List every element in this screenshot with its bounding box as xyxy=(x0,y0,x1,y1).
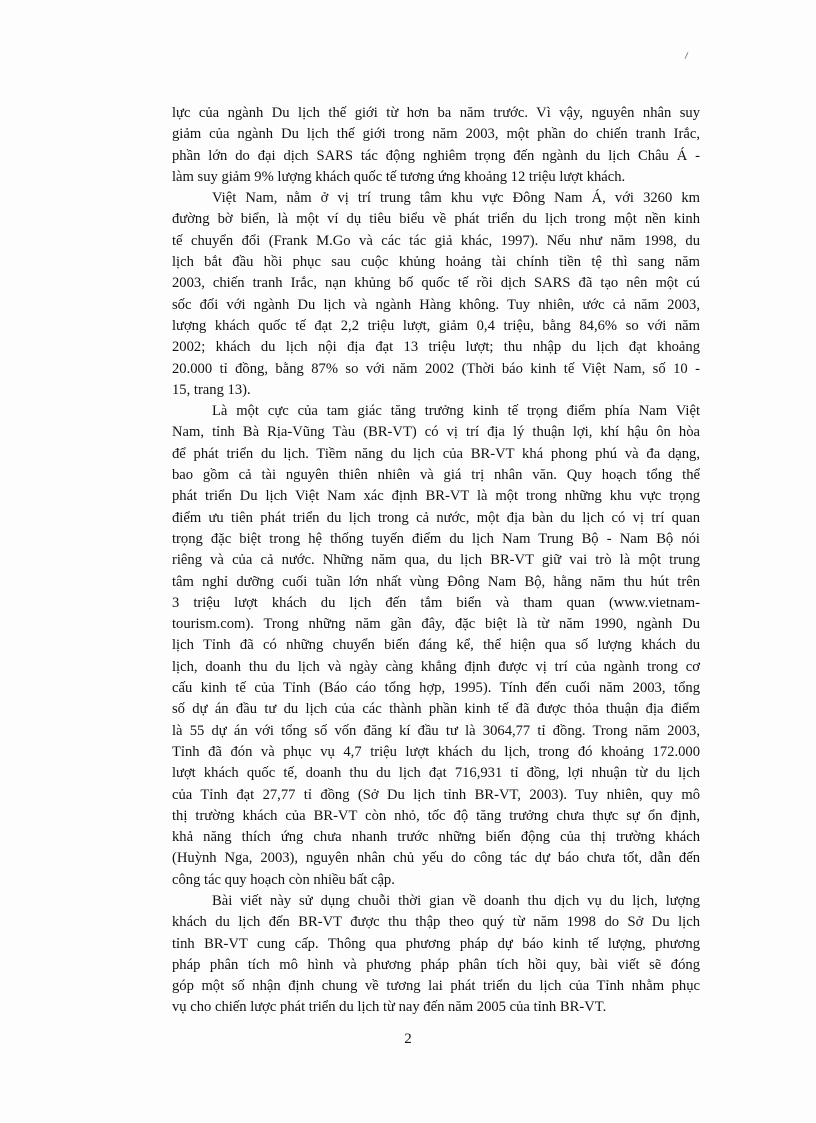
text-line: 2002; khách du lịch nội địa đạt 13 triệu lượt; thu nhập du lịch đạt khoảng xyxy=(172,339,700,356)
text-line: sốc đối với ngành Du lịch và ngành Hàng không. Tuy nhiên, ước cả năm 2003, xyxy=(172,296,700,313)
text-line: (Huỳnh Nga, 2003), nguyên nhân chủ yếu do công tác dự báo chưa tốt, dẫn đến xyxy=(172,850,700,867)
text-line: tỉnh BR-VT cung cấp. Thông qua phương pháp dự báo kinh tế lượng, phương xyxy=(172,935,700,952)
text-line: phát triển Du lịch Việt Nam xác định BR-VT là một trong những khu vực trọng xyxy=(172,488,700,505)
text-line: lượt khách quốc tế, doanh thu du lịch đạt 716,931 tỉ đồng, lợi nhuận từ du lịch xyxy=(172,765,700,782)
text-line: đường bờ biển, là một ví dụ tiêu biểu về phát triển du lịch trong một nền kinh xyxy=(172,211,700,228)
text-line: thị trường khách của BR-VT còn nhỏ, tốc độ tăng trưởng chưa thực sự ổn định, xyxy=(172,807,700,824)
text-line: điểm ưu tiên phát triển du lịch trong cả nước, một địa bàn du lịch có vị trí quan xyxy=(172,509,700,526)
text-line: lượng khách quốc tế đạt 2,2 triệu lượt, giảm 0,4 triệu, bằng 84,6% so với năm xyxy=(172,317,700,334)
paragraph xyxy=(172,401,700,891)
text-line: Việt Nam, nằm ở vị trí trung tâm khu vực Đông Nam Á, với 3260 km xyxy=(212,190,700,207)
body-text xyxy=(172,103,700,1019)
text-line: để phát triển du lịch. Tiềm năng du lịch của BR-VT khá phong phú và đa dạng, xyxy=(172,445,700,462)
text-line: công tác quy hoạch còn nhiều bất cập. xyxy=(172,871,395,888)
text-line: Nam, tỉnh Bà Rịa-Vũng Tàu (BR-VT) có vị trí địa lý thuận lợi, khí hậu ôn hòa xyxy=(172,424,700,441)
text-line: bao gồm cả tài nguyên thiên nhiên và giá trị nhân văn. Quy hoạch tổng thể xyxy=(172,467,700,484)
text-line: số dự án đầu tư du lịch của các thành phần kinh tế đã được thỏa thuận địa điểm xyxy=(172,701,700,718)
text-line: khả năng thích ứng chưa nhanh trước những biến động của thị trường khách xyxy=(172,829,700,846)
paragraph xyxy=(172,103,700,188)
text-line: trọng đặc biệt trong hệ thống tuyến điểm du lịch Nam Trung Bộ - Nam Bộ nói xyxy=(172,530,700,547)
text-line: Bài viết này sử dụng chuỗi thời gian về doanh thu dịch vụ du lịch, lượng xyxy=(212,892,700,909)
text-line: tourism.com). Trong những năm gần đây, đặc biệt là từ năm 1990, ngành Du xyxy=(172,616,700,633)
paragraph xyxy=(172,891,700,1019)
text-line: của Tỉnh đạt 27,77 tỉ đồng (Sở Du lịch tỉnh BR-VT, 2003). Tuy nhiên, quy mô xyxy=(172,786,700,803)
text-line: 2003, chiến tranh Irắc, nạn khủng bố quốc tế rồi dịch SARS đã tạo nên một cú xyxy=(172,275,700,292)
text-line: lịch Tỉnh đã có những chuyển biến đáng kể, thể hiện qua số lượng khách du xyxy=(172,637,700,654)
text-line: góp một số nhận định chung về tương lai phát triển du lịch của Tỉnh nhằm phục xyxy=(172,978,700,995)
text-line: khách du lịch đến BR-VT được thu thập theo quý từ năm 1998 do Sở Du lịch xyxy=(172,914,700,931)
text-line: làm suy giảm 9% lượng khách quốc tế tương ứng khoảng 12 triệu lượt khách. xyxy=(172,168,626,185)
scan-artifact-mark xyxy=(685,52,689,59)
text-line: 20.000 tỉ đồng, bằng 87% so với năm 2002 (Thời báo kinh tế Việt Nam, số 10 - xyxy=(172,360,700,377)
text-line: cấu kinh tế của Tỉnh (Báo cáo tổng hợp, 1995). Tính đến cuối năm 2003, tổng xyxy=(172,680,700,697)
text-line: 3 triệu lượt khách du lịch đến tắm biển và tham quan (www.vietnam- xyxy=(172,594,700,611)
text-line: vụ cho chiến lược phát triển du lịch từ nay đến năm 2005 của tỉnh BR-VT. xyxy=(172,999,607,1016)
text-line: lịch, doanh thu du lịch và ngày càng khẳng định được vị trí của ngành trong cơ xyxy=(172,658,700,675)
text-line: tế chuyển đổi (Frank M.Go và các tác giả khác, 1997). Nếu như năm 1998, du xyxy=(172,232,700,249)
text-line: Tỉnh đã đón và phục vụ 4,7 triệu lượt khách du lịch, trong đó khoảng 172.000 xyxy=(172,743,700,760)
text-line: Là một cực của tam giác tăng trưởng kinh tế trọng điểm phía Nam Việt xyxy=(212,403,700,420)
paragraph xyxy=(172,188,700,401)
text-line: 15, trang 13). xyxy=(172,381,251,398)
text-line: phần lớn do đại dịch SARS tác động nghiêm trọng đến ngành du lịch Châu Á - xyxy=(172,147,700,164)
text-line: tâm nghỉ dưỡng cuối tuần lớn nhất vùng Đông Nam Bộ, hằng năm thu hút trên xyxy=(172,573,700,590)
page-number: 2 xyxy=(404,1031,412,1047)
text-line: lực của ngành Du lịch thế giới từ hơn ba năm trước. Vì vậy, nguyên nhân suy xyxy=(172,105,700,121)
text-line: là 55 dự án với tổng số vốn đăng kí đầu tư là 3064,77 tỉ đồng. Trong năm 2003, xyxy=(172,722,700,739)
text-line: pháp phân tích mô hình và phương pháp phân tích hồi quy, bài viết sẽ đóng xyxy=(172,956,700,973)
text-line: lịch bắt đầu hồi phục sau cuộc khủng hoảng tài chính tiền tệ thì sang năm xyxy=(172,254,700,271)
text-line: giảm của ngành Du lịch thế giới trong năm 2003, một phần do chiến tranh Irắc, xyxy=(172,126,700,143)
text-line: riêng và của cả nước. Những năm qua, du lịch BR-VT giữ vai trò là một trung xyxy=(172,552,700,569)
